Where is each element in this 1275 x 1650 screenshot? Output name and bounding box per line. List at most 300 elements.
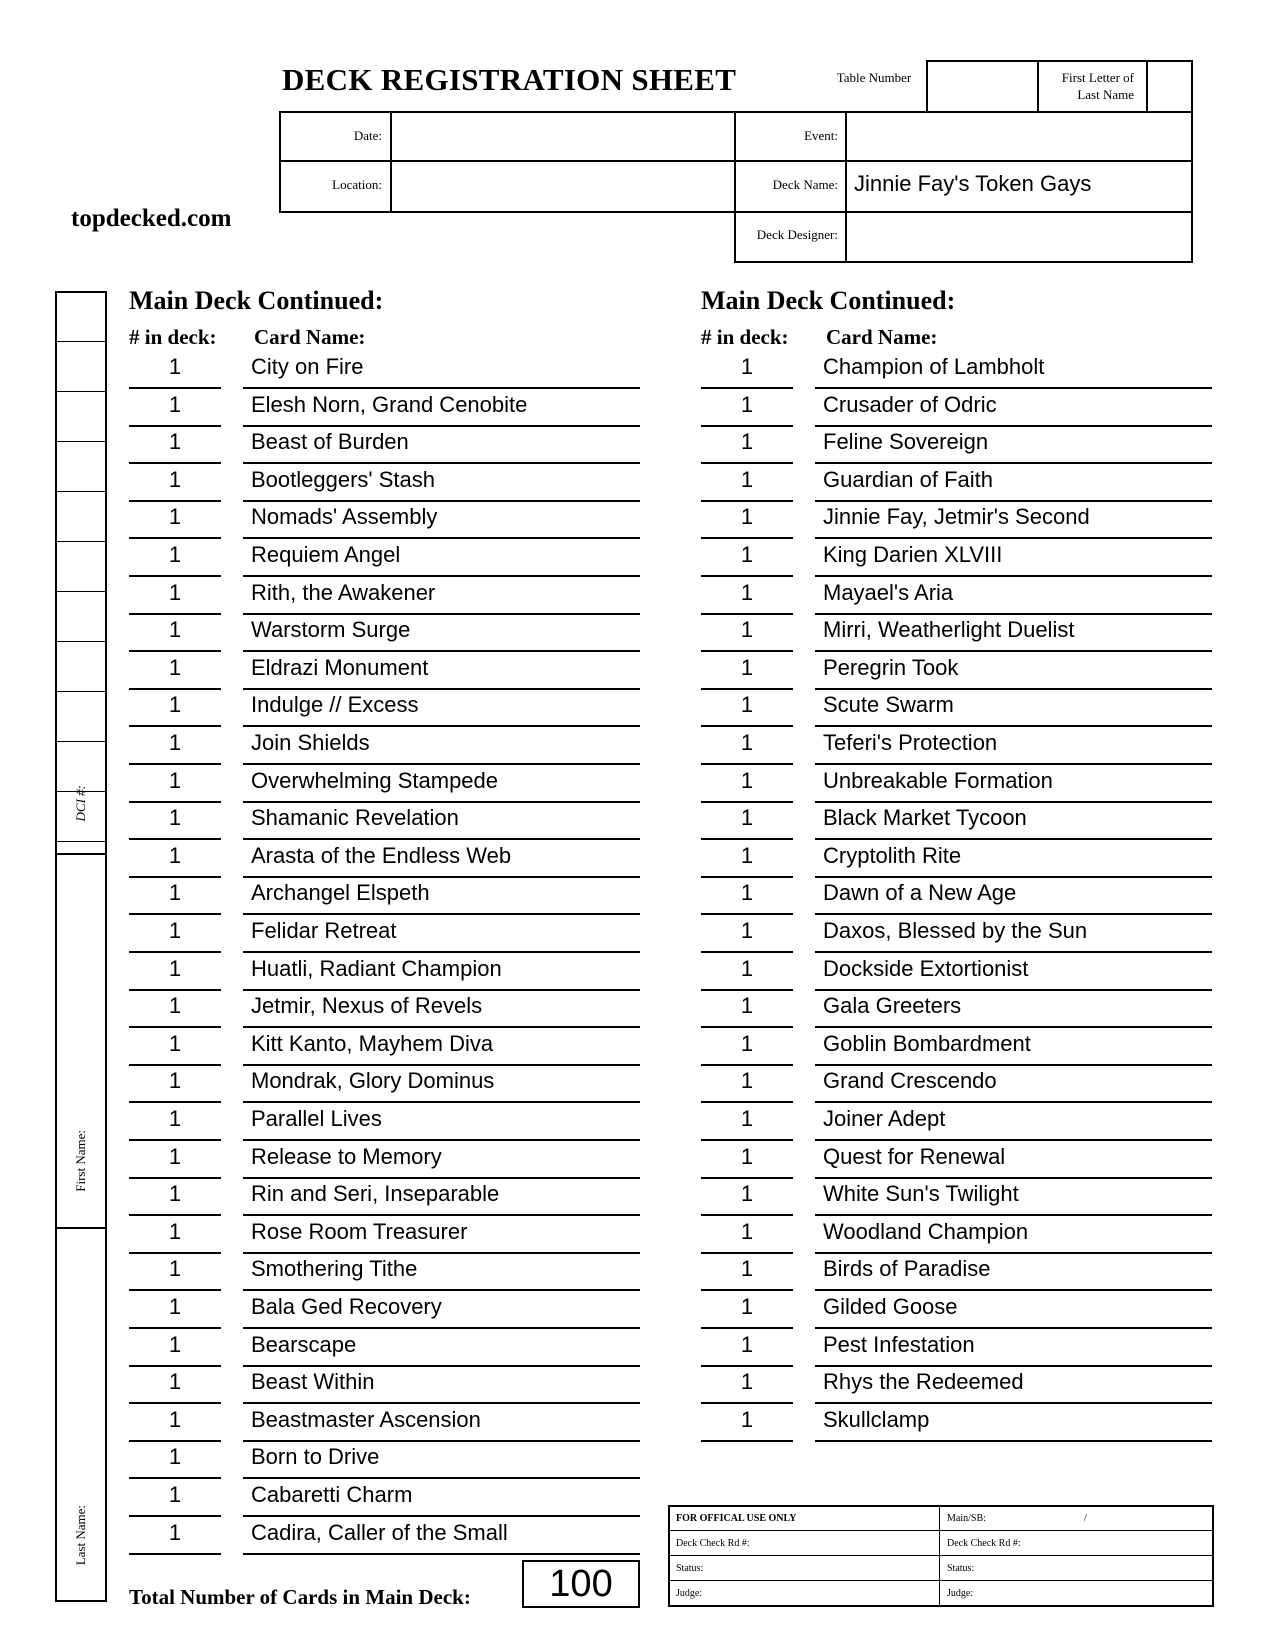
name-underline (243, 1440, 640, 1442)
qty-underline (701, 1214, 793, 1216)
name-underline (243, 1477, 640, 1479)
qty-underline (129, 913, 221, 915)
card-qty[interactable]: 1 (168, 466, 182, 492)
first-letter-label: First Letter of Last Name (1061, 70, 1134, 102)
card-qty[interactable]: 1 (740, 1294, 754, 1319)
right-section-title: Main Deck Continued: (701, 286, 956, 315)
name-underline (243, 650, 640, 652)
card-qty[interactable]: 1 (740, 767, 754, 793)
name-underline (243, 763, 640, 765)
header-form-divider (390, 111, 392, 213)
card-qty[interactable]: 1 (168, 504, 182, 530)
dci-digit-field[interactable] (57, 393, 105, 440)
card-name[interactable]: White Sun's Twilight (823, 1181, 1019, 1207)
page-title: DECK REGISTRATION SHEET (282, 62, 737, 97)
first-name-label: First Name: (73, 1130, 88, 1192)
dci-digit-box-divider (55, 341, 107, 342)
card-name[interactable]: Black Market Tycoon (823, 805, 1027, 831)
name-underline (243, 1064, 640, 1066)
name-underline (243, 462, 640, 464)
qty-underline (129, 500, 221, 502)
card-name[interactable]: Cadira, Caller of the Small (251, 1519, 508, 1545)
location-label: Location: (332, 177, 382, 192)
name-underline (815, 462, 1212, 464)
card-name[interactable]: Skullclamp (823, 1406, 930, 1432)
card-qty[interactable]: 1 (740, 918, 754, 943)
qty-underline (701, 500, 793, 502)
qty-underline (701, 913, 793, 915)
date-field[interactable] (398, 121, 728, 157)
card-qty[interactable]: 1 (168, 354, 182, 379)
right-qty-header: # in deck: (701, 325, 789, 349)
qty-underline (129, 1553, 221, 1555)
qty-underline (129, 989, 221, 991)
left-section-title: Main Deck Continued: (129, 286, 384, 315)
table-number-field[interactable] (926, 60, 1039, 113)
name-underline (243, 1327, 640, 1329)
name-underline (243, 913, 640, 915)
card-qty[interactable]: 1 (168, 542, 182, 567)
dci-digit-box-divider (55, 691, 107, 692)
qty-underline (701, 1289, 793, 1291)
dci-digit-field[interactable] (57, 593, 105, 640)
name-underline (815, 1365, 1212, 1367)
name-underline (815, 725, 1212, 727)
qty-underline (701, 537, 793, 539)
card-name[interactable]: Cryptolith Rite (823, 842, 962, 868)
last-name-field[interactable] (62, 1234, 100, 1596)
deck-check-1-label: Deck Check Rd #: (676, 1538, 750, 1549)
qty-underline (701, 1101, 793, 1103)
card-name[interactable]: Bala Ged Recovery (251, 1294, 442, 1319)
card-qty[interactable]: 1 (168, 692, 182, 718)
name-underline (815, 537, 1212, 539)
card-name[interactable]: Rin and Seri, Inseparable (251, 1181, 500, 1207)
card-qty[interactable]: 1 (740, 1068, 754, 1094)
name-underline (243, 876, 640, 878)
first-letter-field[interactable] (1146, 60, 1193, 113)
name-underline (815, 801, 1212, 803)
card-name[interactable]: Joiner Adept (823, 1106, 946, 1131)
website-text: topdecked.com (71, 205, 232, 232)
qty-underline (129, 1365, 221, 1367)
card-qty[interactable]: 1 (168, 993, 182, 1019)
card-name[interactable]: Woodland Champion (823, 1218, 1029, 1244)
card-name[interactable]: Unbreakable Formation (823, 767, 1053, 793)
qty-underline (701, 876, 793, 878)
card-qty[interactable]: 1 (168, 955, 182, 981)
card-qty[interactable]: 1 (740, 429, 754, 455)
card-name[interactable]: Parallel Lives (251, 1106, 382, 1131)
qty-underline (701, 1177, 793, 1179)
left-name-header: Card Name: (254, 325, 366, 349)
card-name[interactable]: Kitt Kanto, Mayhem Diva (251, 1030, 494, 1056)
card-name[interactable]: Guardian of Faith (823, 466, 993, 492)
qty-underline (129, 801, 221, 803)
dci-digit-box-divider (55, 441, 107, 442)
name-underline (815, 575, 1212, 577)
name-underline (815, 763, 1212, 765)
card-name[interactable]: Bearscape (251, 1331, 357, 1357)
card-qty[interactable]: 1 (168, 767, 182, 793)
name-underline (815, 1064, 1212, 1066)
card-qty[interactable]: 1 (168, 617, 182, 643)
dci-digit-box-divider (55, 541, 107, 542)
name-underline (243, 989, 640, 991)
card-name[interactable]: Dawn of a New Age (823, 880, 1017, 906)
card-qty[interactable]: 1 (740, 1369, 754, 1395)
deck-designer-field[interactable] (852, 219, 1187, 255)
location-field[interactable] (398, 168, 728, 204)
card-name[interactable]: Gilded Goose (823, 1294, 958, 1319)
card-qty[interactable]: 1 (740, 730, 754, 755)
name-underline (815, 1026, 1212, 1028)
deck-check-2-label: Deck Check Rd #: (947, 1538, 1021, 1549)
card-qty[interactable]: 1 (740, 1143, 754, 1169)
qty-underline (701, 575, 793, 577)
card-qty[interactable]: 1 (168, 1294, 182, 1319)
card-name[interactable]: Beast of Burden (251, 429, 409, 455)
name-underline (243, 1553, 640, 1555)
qty-underline (129, 425, 221, 427)
card-name[interactable]: Crusader of Odric (823, 391, 997, 417)
dci-digit-box-divider (55, 741, 107, 742)
name-underline (243, 575, 640, 577)
name-underline (815, 425, 1212, 427)
qty-underline (129, 763, 221, 765)
dci-digit-field[interactable] (57, 643, 105, 690)
card-qty[interactable]: 1 (740, 1106, 754, 1131)
qty-underline (129, 575, 221, 577)
card-name[interactable]: Join Shields (251, 730, 370, 755)
name-underline (815, 1139, 1212, 1141)
dci-digit-box-divider (55, 391, 107, 392)
card-name[interactable]: Felidar Retreat (251, 918, 397, 943)
qty-underline (129, 688, 221, 690)
qty-underline (701, 725, 793, 727)
official-divider (939, 1505, 940, 1607)
card-qty[interactable]: 1 (168, 1331, 182, 1357)
name-underline (243, 1101, 640, 1103)
name-underline (243, 425, 640, 427)
table-number-label: Table Number (836, 70, 912, 85)
card-qty[interactable]: 1 (740, 1030, 754, 1056)
card-name[interactable]: Elesh Norn, Grand Cenobite (251, 391, 528, 417)
qty-underline (129, 1327, 221, 1329)
qty-underline (701, 1252, 793, 1254)
card-name[interactable]: Warstorm Surge (251, 617, 411, 643)
card-name[interactable]: Goblin Bombardment (823, 1030, 1031, 1056)
name-underline (815, 1177, 1212, 1179)
name-underline (243, 1402, 640, 1404)
dci-digit-box-divider (55, 591, 107, 592)
card-qty[interactable]: 1 (168, 429, 182, 455)
card-qty[interactable]: 1 (168, 880, 182, 906)
name-underline (243, 688, 640, 690)
card-qty[interactable]: 1 (168, 1106, 182, 1131)
card-name[interactable]: Rhys the Redeemed (823, 1369, 1024, 1395)
card-qty[interactable]: 1 (740, 692, 754, 718)
official-divider (668, 1580, 1214, 1581)
qty-underline (129, 1177, 221, 1179)
card-qty[interactable]: 1 (740, 842, 754, 868)
qty-underline (129, 1289, 221, 1291)
name-underline (243, 387, 640, 389)
name-underline (815, 951, 1212, 953)
card-name[interactable]: Daxos, Blessed by the Sun (823, 918, 1088, 943)
qty-underline (129, 1026, 221, 1028)
card-qty[interactable]: 1 (740, 1181, 754, 1207)
card-name[interactable]: Pest Infestation (823, 1331, 975, 1357)
deck-name-field[interactable]: Jinnie Fay's Token Gays (854, 171, 1092, 196)
qty-underline (701, 462, 793, 464)
card-qty[interactable]: 1 (168, 654, 182, 680)
card-name[interactable]: Nomads' Assembly (251, 504, 438, 530)
qty-underline (129, 1139, 221, 1141)
name-underline (815, 613, 1212, 615)
card-name[interactable]: Arasta of the Endless Web (251, 842, 512, 868)
card-name[interactable]: Rith, the Awakener (251, 579, 436, 605)
main-sb-label: Main/SB: (947, 1513, 986, 1524)
name-underline (815, 1214, 1212, 1216)
total-field[interactable]: 100 (522, 1560, 640, 1608)
header-form-divider (279, 160, 1193, 162)
card-qty[interactable]: 1 (740, 1218, 754, 1244)
card-qty[interactable]: 1 (740, 354, 754, 379)
qty-underline (701, 838, 793, 840)
card-name[interactable]: City on Fire (251, 354, 364, 379)
card-qty[interactable]: 1 (168, 805, 182, 831)
card-qty[interactable]: 1 (740, 654, 754, 680)
qty-underline (701, 650, 793, 652)
name-underline (815, 1252, 1212, 1254)
card-qty[interactable]: 1 (740, 617, 754, 643)
qty-underline (701, 387, 793, 389)
judge-1-label: Judge: (676, 1588, 703, 1599)
name-underline (815, 1440, 1212, 1442)
qty-underline (701, 688, 793, 690)
card-name[interactable]: Gala Greeters (823, 993, 962, 1019)
card-name[interactable]: Bootleggers' Stash (251, 466, 435, 492)
name-underline (243, 613, 640, 615)
name-underline (815, 913, 1212, 915)
name-underline (815, 989, 1212, 991)
right-name-header: Card Name: (826, 325, 938, 349)
card-qty[interactable]: 1 (168, 1030, 182, 1056)
qty-underline (129, 613, 221, 615)
status-2-label: Status: (947, 1563, 975, 1574)
card-name[interactable]: Teferi's Protection (823, 730, 998, 755)
dci-digit-field[interactable] (57, 343, 105, 390)
name-underline (243, 725, 640, 727)
card-name[interactable]: Beast Within (251, 1369, 375, 1395)
dci-digit-box-divider (55, 641, 107, 642)
card-name[interactable]: Mondrak, Glory Dominus (251, 1068, 495, 1094)
event-field[interactable] (852, 121, 1187, 157)
name-underline (243, 1365, 640, 1367)
card-qty[interactable]: 1 (168, 579, 182, 605)
official-divider (668, 1555, 1214, 1556)
card-qty[interactable]: 1 (740, 542, 754, 567)
total-label: Total Number of Cards in Main Deck: (129, 1585, 471, 1609)
deck-name-label: Deck Name: (772, 177, 838, 192)
official-divider (668, 1530, 1214, 1531)
qty-underline (701, 989, 793, 991)
qty-underline (701, 1402, 793, 1404)
card-qty[interactable]: 1 (740, 466, 754, 492)
card-name[interactable]: Shamanic Revelation (251, 805, 459, 831)
qty-underline (129, 1064, 221, 1066)
qty-underline (701, 801, 793, 803)
qty-underline (129, 1214, 221, 1216)
card-qty[interactable]: 1 (168, 1218, 182, 1244)
qty-underline (129, 537, 221, 539)
card-name[interactable]: Born to Drive (251, 1444, 380, 1470)
official-use-header: FOR OFFICAL USE ONLY (676, 1513, 797, 1524)
card-name[interactable]: Cabaretti Charm (251, 1482, 413, 1507)
card-qty[interactable]: 1 (740, 1256, 754, 1282)
qty-underline (129, 725, 221, 727)
card-name[interactable]: Mayael's Aria (823, 579, 954, 605)
last-name-label: Last Name: (73, 1505, 88, 1566)
qty-underline (129, 387, 221, 389)
name-underline (243, 1289, 640, 1291)
deck-designer-label: Deck Designer: (756, 227, 838, 242)
qty-underline (701, 763, 793, 765)
card-qty[interactable]: 1 (740, 579, 754, 605)
card-qty[interactable]: 1 (740, 1406, 754, 1432)
qty-underline (701, 613, 793, 615)
name-underline (243, 1515, 640, 1517)
card-qty[interactable]: 1 (740, 955, 754, 981)
dci-digit-field[interactable] (57, 443, 105, 490)
dci-digit-box-divider (55, 491, 107, 492)
qty-underline (129, 1515, 221, 1517)
card-name[interactable]: Scute Swarm (823, 692, 954, 718)
dci-digit-field[interactable] (57, 493, 105, 540)
name-underline (815, 387, 1212, 389)
qty-underline (129, 650, 221, 652)
qty-underline (701, 951, 793, 953)
card-qty[interactable]: 1 (168, 1256, 182, 1282)
dci-digit-field[interactable] (57, 693, 105, 740)
card-name[interactable]: Beastmaster Ascension (251, 1406, 481, 1432)
card-qty[interactable]: 1 (740, 504, 754, 530)
card-name[interactable]: Champion of Lambholt (823, 354, 1045, 379)
dci-label: DCI #: (73, 785, 88, 822)
card-qty[interactable]: 1 (168, 391, 182, 417)
sidebar-divider (55, 1227, 107, 1229)
name-underline (815, 688, 1212, 690)
card-qty[interactable]: 1 (168, 1406, 182, 1432)
card-name[interactable]: King Darien XLVIII (823, 542, 1003, 567)
qty-underline (129, 1440, 221, 1442)
qty-underline (701, 1440, 793, 1442)
qty-underline (701, 1365, 793, 1367)
card-name[interactable]: Feline Sovereign (823, 429, 989, 455)
card-name[interactable]: Mirri, Weatherlight Duelist (823, 617, 1075, 643)
card-name[interactable]: Overwhelming Stampede (251, 767, 499, 793)
card-qty[interactable]: 1 (168, 1519, 182, 1545)
card-qty[interactable]: 1 (168, 1482, 182, 1507)
card-qty[interactable]: 1 (740, 880, 754, 906)
qty-underline (129, 1402, 221, 1404)
card-name[interactable]: Eldrazi Monument (251, 654, 429, 680)
card-name[interactable]: Birds of Paradise (823, 1256, 991, 1282)
qty-underline (129, 462, 221, 464)
dci-digit-field[interactable] (57, 543, 105, 590)
event-label: Event: (804, 128, 838, 143)
qty-underline (701, 425, 793, 427)
card-name[interactable]: Dockside Extortionist (823, 955, 1029, 981)
card-qty[interactable]: 1 (168, 1143, 182, 1169)
name-underline (243, 1139, 640, 1141)
card-qty[interactable]: 1 (168, 730, 182, 755)
qty-underline (701, 1327, 793, 1329)
card-qty[interactable]: 1 (168, 918, 182, 943)
card-name[interactable]: Grand Crescendo (823, 1068, 997, 1094)
card-qty[interactable]: 1 (168, 1068, 182, 1094)
card-name[interactable]: Indulge // Excess (251, 692, 419, 718)
name-underline (815, 1289, 1212, 1291)
qty-underline (129, 838, 221, 840)
name-underline (243, 1026, 640, 1028)
card-qty[interactable]: 1 (168, 1444, 182, 1470)
dci-digit-field[interactable] (57, 293, 105, 340)
name-underline (243, 500, 640, 502)
card-qty[interactable]: 1 (740, 391, 754, 417)
name-underline (243, 1252, 640, 1254)
name-underline (243, 801, 640, 803)
dci-digit-field[interactable] (57, 743, 105, 790)
card-name[interactable]: Huatli, Radiant Champion (251, 955, 502, 981)
status-1-label: Status: (676, 1563, 704, 1574)
first-name-field[interactable] (62, 860, 100, 1220)
name-underline (815, 1402, 1212, 1404)
qty-underline (129, 876, 221, 878)
name-underline (243, 951, 640, 953)
card-qty[interactable]: 1 (168, 1369, 182, 1395)
date-label: Date: (353, 128, 382, 143)
card-name[interactable]: Smothering Tithe (251, 1256, 418, 1282)
card-name[interactable]: Archangel Elspeth (251, 880, 430, 906)
card-name[interactable]: Quest for Renewal (823, 1143, 1006, 1169)
name-underline (243, 1214, 640, 1216)
name-underline (815, 1101, 1212, 1103)
card-name[interactable]: Release to Memory (251, 1143, 442, 1169)
card-qty[interactable]: 1 (740, 993, 754, 1019)
card-qty[interactable]: 1 (168, 1181, 182, 1207)
main-sb-separator: / (1084, 1513, 1087, 1524)
qty-underline (129, 1477, 221, 1479)
card-qty[interactable]: 1 (168, 842, 182, 868)
name-underline (815, 650, 1212, 652)
card-name[interactable]: Rose Room Treasurer (251, 1218, 468, 1244)
qty-underline (701, 1026, 793, 1028)
name-underline (243, 1177, 640, 1179)
name-underline (243, 838, 640, 840)
card-name[interactable]: Requiem Angel (251, 542, 401, 567)
card-name[interactable]: Peregrin Took (823, 654, 959, 680)
card-qty[interactable]: 1 (740, 805, 754, 831)
qty-underline (129, 1101, 221, 1103)
name-underline (815, 1327, 1212, 1329)
card-name[interactable]: Jinnie Fay, Jetmir's Second (823, 504, 1090, 530)
card-name[interactable]: Jetmir, Nexus of Revels (251, 993, 483, 1019)
name-underline (815, 500, 1212, 502)
qty-underline (129, 951, 221, 953)
card-qty[interactable]: 1 (740, 1331, 754, 1357)
